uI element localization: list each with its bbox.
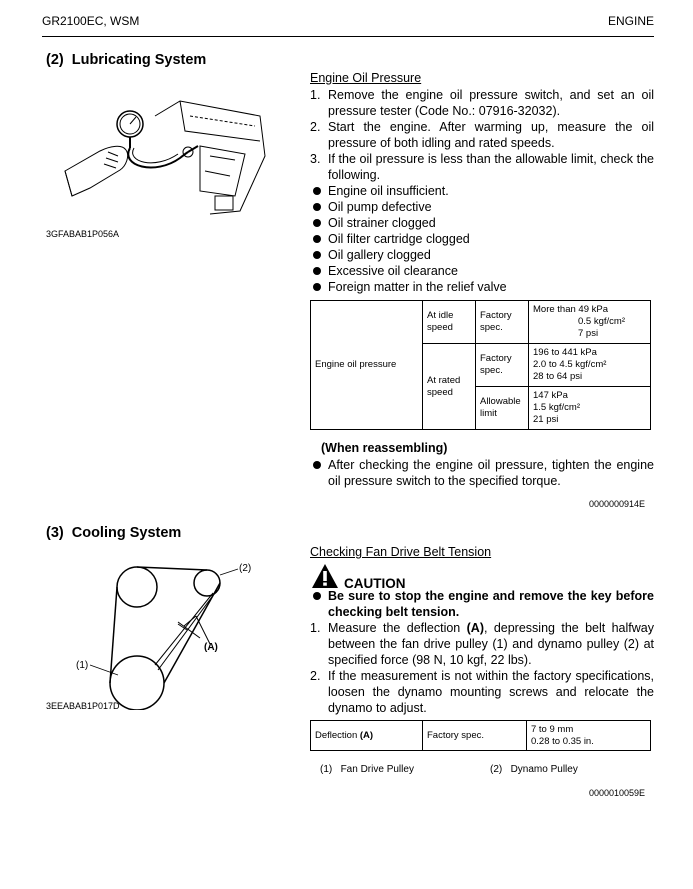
spec-value-line: 7 psi xyxy=(578,328,599,339)
check-item: Oil pump defective xyxy=(310,199,654,215)
engine-oil-pressure-subtitle: Engine Oil Pressure xyxy=(310,71,422,85)
oil-pressure-spec-table xyxy=(310,300,651,430)
caution-label: CAUTION xyxy=(344,576,406,591)
cooling-section-number: (3) xyxy=(46,525,64,541)
spec-value-line: 1.5 kgf/cm² xyxy=(533,402,580,413)
oil-pressure-step-3 xyxy=(310,151,654,183)
step-number: 3. xyxy=(310,152,321,166)
check-item: Oil filter cartridge clogged xyxy=(310,231,654,247)
step-text: Remove the engine oil pressure switch, and set an oil pressure tester (Code No.: 07916-32032). xyxy=(328,88,654,118)
check-item: Oil gallery clogged xyxy=(310,247,654,263)
spec-item: Engine oil pressure xyxy=(311,301,423,430)
figure-label-a: (A) xyxy=(204,642,218,653)
oil-pressure-tester-illustration xyxy=(60,96,270,216)
lubrication-doc-code: 0000000914E xyxy=(589,499,646,509)
lubrication-section-title xyxy=(46,52,206,68)
legend-item-2 xyxy=(490,764,578,775)
oil-pressure-step-2 xyxy=(310,119,654,151)
check-item: Engine oil insufficient. xyxy=(310,183,654,199)
step-number: 2. xyxy=(310,120,321,134)
oil-pressure-step-1 xyxy=(310,87,654,119)
belt-tension-steps xyxy=(310,588,654,716)
spec-value-line: 147 kPa xyxy=(533,390,568,401)
spec-value-rated-factory xyxy=(529,344,651,387)
check-item: Oil strainer clogged xyxy=(310,215,654,231)
lubrication-figure-code: 3GFABAB1P056A xyxy=(46,229,120,239)
step-text: Measure the deflection xyxy=(328,621,467,635)
spec-value-rated-limit xyxy=(529,387,651,430)
figure-label-1: (1) xyxy=(76,660,89,671)
caution-warning-icon xyxy=(311,563,339,589)
lubrication-section-number: (2) xyxy=(46,52,64,68)
spec-value-line: 196 to 441 kPa xyxy=(533,347,597,358)
deflection-value-line: 0.28 to 0.35 in. xyxy=(531,735,594,747)
belt-step-1 xyxy=(310,620,654,668)
deflection-spec-table xyxy=(310,720,651,751)
step-number: 1. xyxy=(310,621,321,635)
legend-number: (2) xyxy=(490,764,503,775)
step-text: If the oil pressure is less than the allowable limit, check the following. xyxy=(328,152,654,182)
step-text: If the measurement is not within the factory specifications, loosen the dynamo mounting screws and relocate the dynamo to adjust. xyxy=(328,669,654,715)
lubrication-section-label: Lubricating System xyxy=(71,52,207,68)
deflection-value xyxy=(527,721,651,751)
belt-tension-subtitle: Checking Fan Drive Belt Tension xyxy=(310,545,492,559)
spec-condition-idle: At idle speed xyxy=(423,301,476,344)
top-left-pulley xyxy=(117,567,157,607)
header-right: ENGINE xyxy=(607,14,654,28)
check-item: Foreign matter in the relief valve xyxy=(310,279,654,295)
caution-item: Be sure to stop the engine and remove the key before checking belt tension. xyxy=(310,588,654,620)
reassembling-notes xyxy=(310,457,654,489)
cooling-section-title xyxy=(46,525,181,541)
spec-type: Factory spec. xyxy=(476,344,529,387)
check-item: Excessive oil clearance xyxy=(310,263,654,279)
reassembling-heading: (When reassembling) xyxy=(321,441,448,455)
belt-step-2 xyxy=(310,668,654,716)
deflection-value-line: 7 to 9 mm xyxy=(531,723,574,735)
spec-type: Factory spec. xyxy=(476,301,529,344)
spec-value-line: 2.0 to 4.5 kgf/cm² xyxy=(533,359,607,370)
cooling-doc-code: 0000010059E xyxy=(589,788,646,798)
header-rule xyxy=(42,36,654,37)
cooling-figure-code: 3EEABAB1P017D xyxy=(46,701,120,711)
spec-value-line: 28 to 64 psi xyxy=(533,371,583,382)
step-text: Start the engine. After warming up, measure the oil pressure of both idling and rated speeds. xyxy=(328,120,654,150)
legend-label: Fan Drive Pulley xyxy=(340,764,414,775)
reassembling-item: After checking the engine oil pressure, tighten the engine oil pressure switch to the specified torque. xyxy=(310,457,654,489)
spec-condition-rated: At rated speed xyxy=(423,344,476,430)
dynamo-pulley xyxy=(194,570,220,596)
deflection-item-bold: (A) xyxy=(359,729,374,741)
cooling-section-label: Cooling System xyxy=(71,525,182,541)
figure-label-2: (2) xyxy=(239,563,252,574)
step-text-bold: (A) xyxy=(466,621,484,635)
fan-belt-diagram xyxy=(60,560,260,710)
legend-item-1 xyxy=(320,764,414,775)
step-number: 1. xyxy=(310,88,321,102)
spec-value-line: 21 psi xyxy=(533,414,559,425)
oil-pressure-steps xyxy=(310,87,654,295)
spec-type: Allowable limit xyxy=(476,387,529,430)
step-number: 2. xyxy=(310,669,321,683)
legend-number: (1) xyxy=(320,764,333,775)
spec-value-idle xyxy=(529,301,651,344)
spec-value-line: More than 49 kPa xyxy=(533,304,608,315)
legend-label: Dynamo Pulley xyxy=(510,764,578,775)
deflection-item-text: Deflection xyxy=(315,729,360,741)
spec-value-line: 0.5 kgf/cm² xyxy=(578,316,625,327)
header-left: GR2100EC, WSM xyxy=(42,14,140,28)
step-text: , depressing the belt halfway between the fan drive pulley (1) and dynamo pulley (2) at specified force (98 N, 10 kgf, 22 lbs). xyxy=(328,621,654,667)
deflection-spec-type: Factory spec. xyxy=(423,721,527,751)
deflection-item xyxy=(311,721,423,751)
